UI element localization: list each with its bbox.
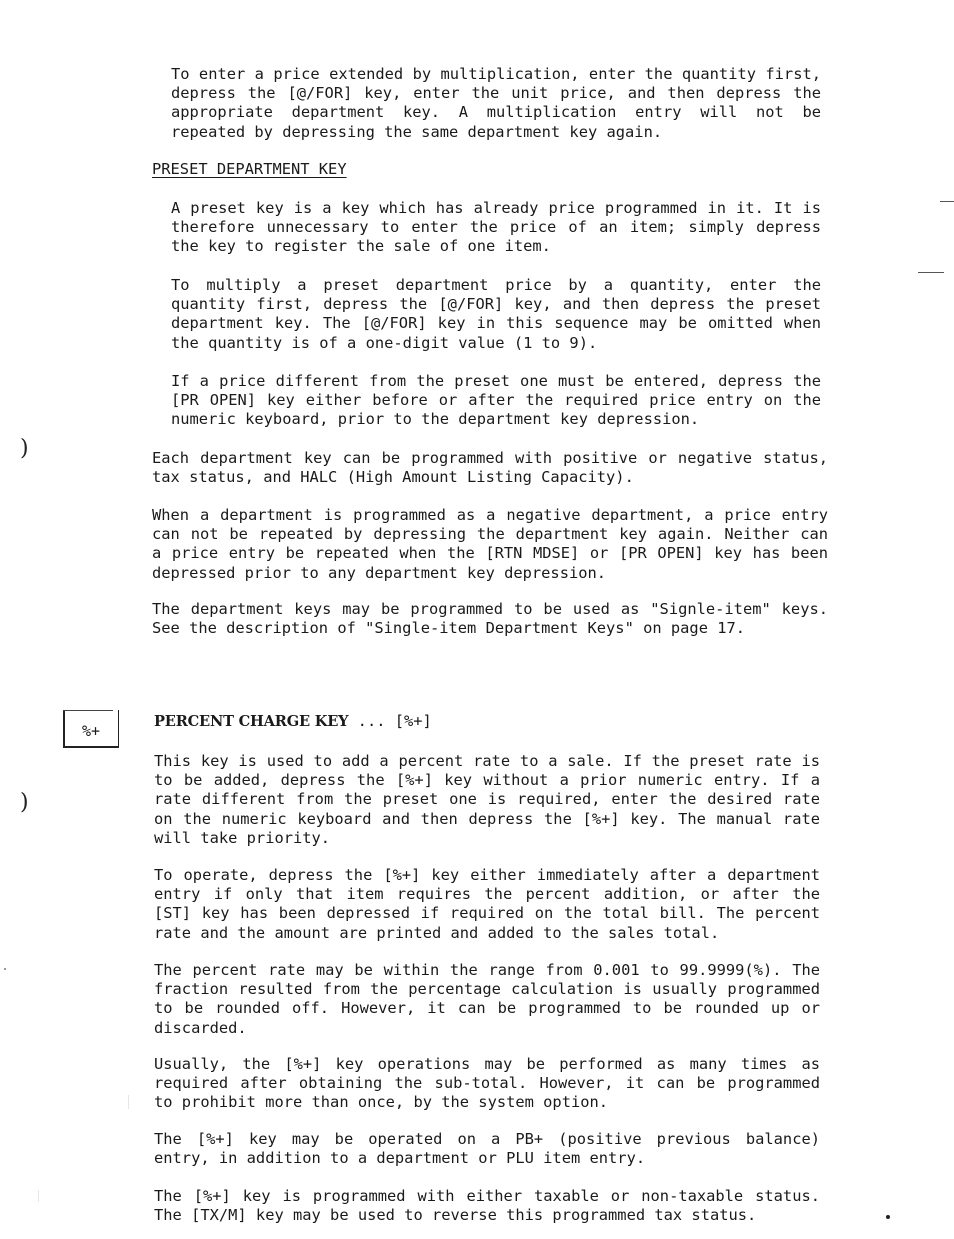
paragraph-percent-key-operation: To operate, depress the [%+] key either immediately after a department entry if only that item requires the percent addition, or after the [ST] key has been depressed if required on the total bill. The percent rate and the amount are printed and added to the sales total. [154, 866, 820, 942]
margin-tick [940, 201, 954, 202]
section-heading-percent-charge-key [154, 712, 432, 731]
paragraph-multiplication-entry: To enter a price extended by multiplication, enter the quantity first, depress the [@/FOR] key, enter the unit price, and then depress the appropriate department key. A multiplication entry will not be repeated by depressing the same department key again. [171, 65, 821, 141]
paragraph-negative-department: When a department is programmed as a negative department, a price entry can not be repeated by depressing the department key again. Neither can a price entry be repeated when the [RTN MDSE] or [PR OPEN] key has been depressed prior to any department key depression. [152, 506, 828, 582]
percent-key-icon-label: %+ [82, 722, 101, 740]
bleed-through-mark [38, 1190, 39, 1202]
percent-heading-bold-text: PERCENT CHARGE KEY [154, 713, 349, 730]
margin-speck [4, 968, 6, 970]
margin-dot [886, 1215, 890, 1219]
margin-tick [918, 272, 944, 273]
bleed-through-mark [128, 1095, 129, 1109]
paragraph-percent-pb-entry: The [%+] key may be operated on a PB+ (positive previous balance) entry, in addition to a department or PLU item entry. [154, 1130, 820, 1168]
paragraph-percent-tax-status: The [%+] key is programmed with either taxable or non-taxable status. The [TX/M] key may be used to reverse this programmed tax status. [154, 1187, 820, 1225]
paragraph-percent-rate-range: The percent rate may be within the range from 0.001 to 99.9999(%). The fraction resulted from the percentage calculation is usually programmed to be rounded off. However, it can be programmed to be rounded up or discarded. [154, 961, 820, 1037]
paragraph-single-item-keys: The department keys may be programmed to be used as "Signle-item" keys. See the description of "Single-item Department Keys" on page 17. [152, 600, 828, 638]
paragraph-preset-key-definition: A preset key is a key which has already price programmed in it. It is therefore unnecessary to enter the price of an item; simply depress the key to register the sale of one item. [171, 199, 821, 256]
paragraph-preset-open-price: If a price different from the preset one must be entered, depress the [PR OPEN] key either before or after the required price entry on the numeric keyboard, prior to the department key depression. [171, 372, 821, 429]
binder-hole-mark: ) [20, 790, 29, 815]
binder-hole-mark: ) [20, 436, 29, 461]
paragraph-department-status: Each department key can be programmed with positive or negative status, tax status, and HALC (High Amount Listing Capacity). [152, 449, 828, 487]
paragraph-preset-multiply: To multiply a preset department price by a quantity, enter the quantity first, depress the [@/FOR] key, and then depress the preset department key. The [@/FOR] key in this sequence may be omitted when the quantity is of a one-digit value (1 to 9). [171, 276, 821, 352]
section-heading-preset-department-key: PRESET DEPARTMENT KEY [152, 160, 347, 178]
paragraph-percent-repeat: Usually, the [%+] key operations may be performed as many times as required after obtaining the sub-total. However, it can be programmed to prohibit more than once, by the system option. [154, 1055, 820, 1112]
paragraph-percent-key-usage: This key is used to add a percent rate to a sale. If the preset rate is to be added, depress the [%+] key without a prior numeric entry. If a rate different from the preset one is required, enter the desired rate on the numeric keyboard and then depress the [%+] key. The manual rate will take priority. [154, 752, 820, 847]
percent-heading-key-ref: ... [%+] [348, 712, 432, 730]
